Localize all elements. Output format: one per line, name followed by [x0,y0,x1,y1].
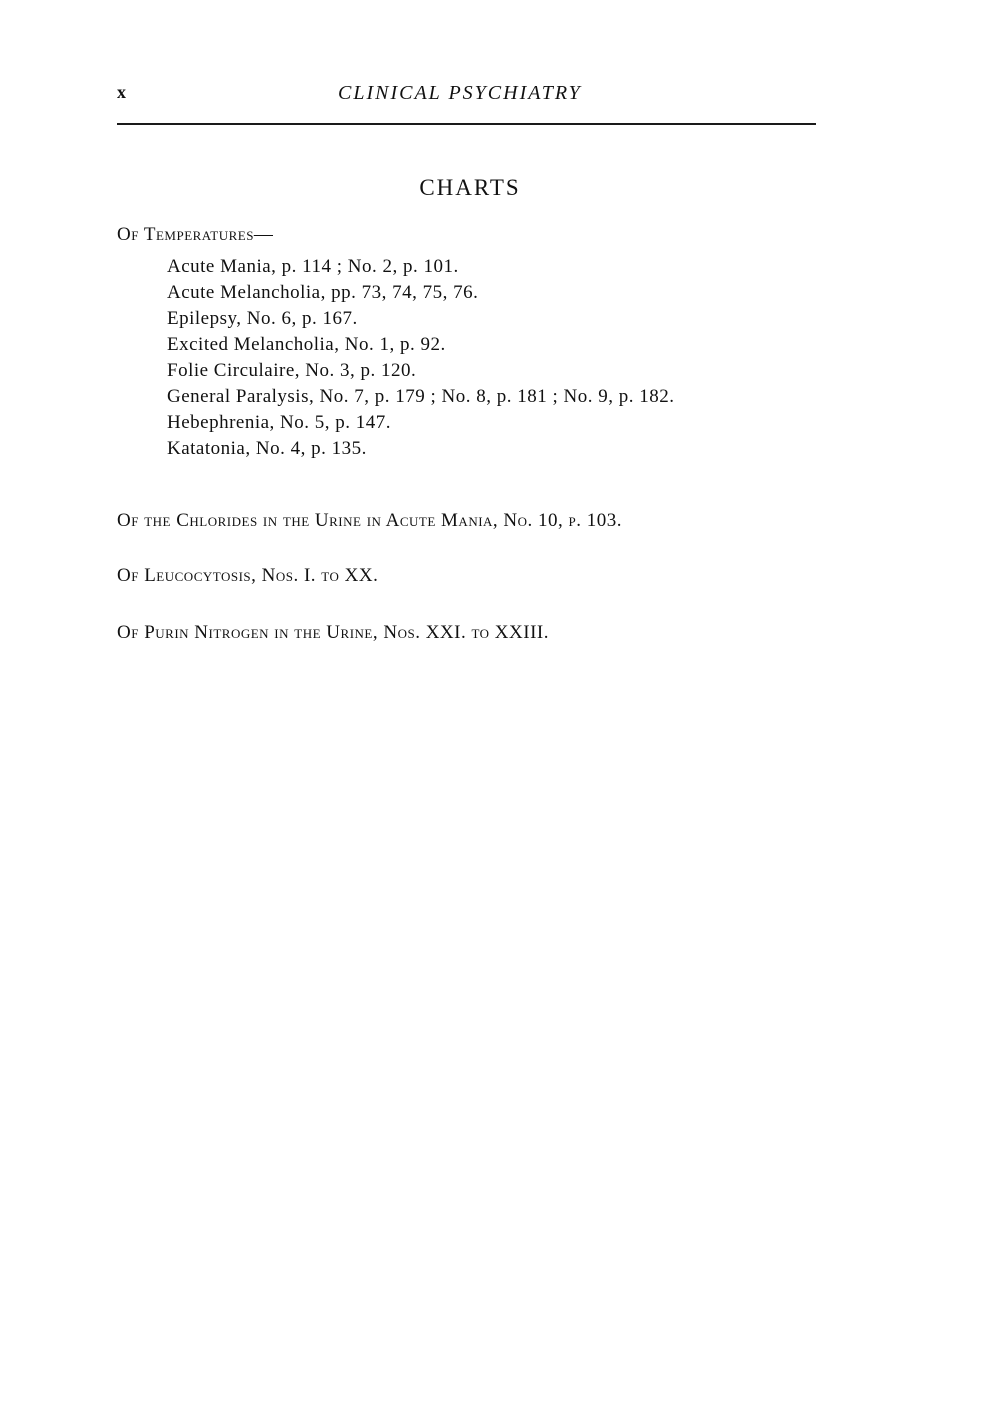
temperatures-list [167,254,674,462]
list-item: Excited Melancholia, No. 1, p. 92. [167,334,446,355]
section-title: CHARTS [419,175,521,200]
running-title: CLINICAL PSYCHIATRY [338,82,582,104]
list-item: Hebephrenia, No. 5, p. 147. [167,412,392,433]
temperatures-heading: Of Temperatures— [117,224,274,245]
purin-nitrogen-entry: Of Purin Nitrogen in the Urine, Nos. XXI. to XXIII. [117,622,549,643]
list-item: General Paralysis, No. 7, p. 179 ; No. 8, p. 181 ; No. 9, p. 182. [167,386,675,407]
list-item: Katatonia, No. 4, p. 135. [167,438,367,459]
page-number: x [117,82,127,102]
running-head [117,82,817,108]
chlorides-entry: Of the Chlorides in the Urine in Acute Mania, No. 10, p. 103. [117,510,623,531]
leucocytosis-entry: Of Leucocytosis, Nos. I. to XX. [117,565,379,586]
list-item: Acute Mania, p. 114 ; No. 2, p. 101. [167,256,459,277]
header-rule [117,123,816,125]
list-item: Acute Melancholia, pp. 73, 74, 75, 76. [167,282,479,303]
temperatures-group [117,222,674,462]
list-item: Epilepsy, No. 6, p. 167. [167,308,358,329]
list-item: Folie Circulaire, No. 3, p. 120. [167,360,417,381]
